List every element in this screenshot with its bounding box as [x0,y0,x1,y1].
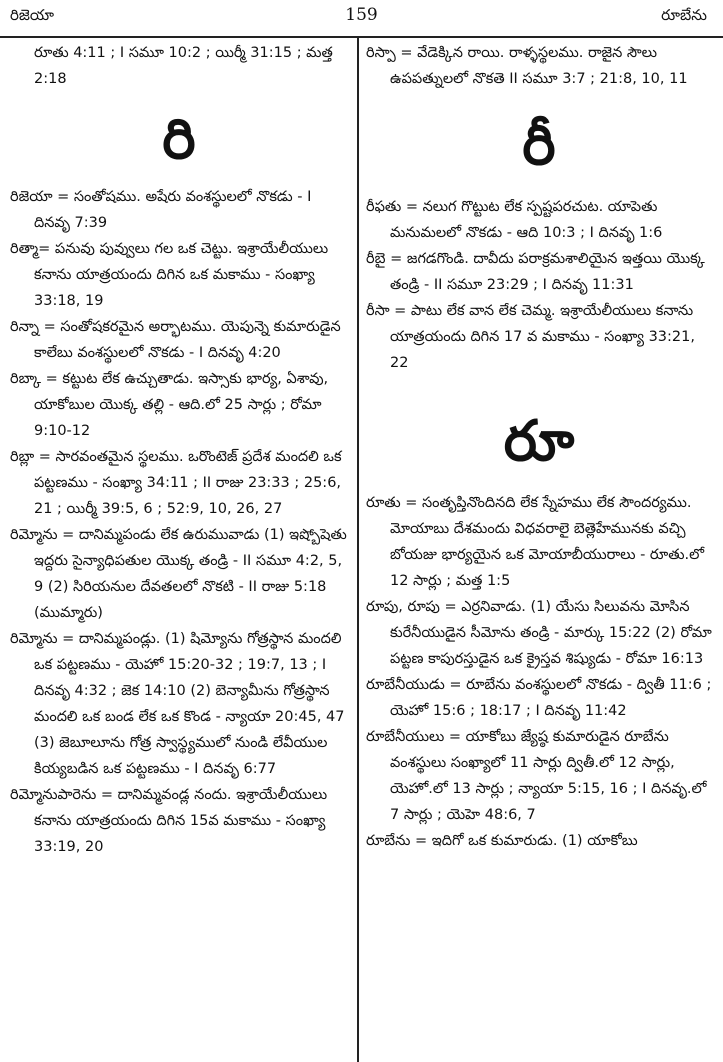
dictionary-entry: రిమ్మోను = దానిమ్మపండ్లు. (1) షిమ్యోను గోత్రస్థాన మందలి ఒక పట్టణము - యెహో 15:20-32 ; 19:7, 13 ; I దినవృ 4:32 ; జెక 14:10 (2) బెన్యామీను గోత్రస్థాన మందలి ఒక బండ లేక ఒక కొండ - న్యాయా 20:45, 47 (3) జెబూలూను గోత్ర స్వాస్థ్యములో నుండి లేవీయుల కియ్యబడిన ఒక పట్టణము - I దినవృ 6:77 [10,631,345,777]
page-header [0,0,723,38]
dictionary-entry: రూబేను = ఇదిగో ఒక కుమారుడు. (1) యాకోబు [366,833,638,849]
running-head-left: రిజెయా [10,6,54,24]
dictionary-entry: రిజెయా = సంతోషము. అషేరు వంశస్థులలో నొకడు - I దినవృ 7:39 [10,189,312,231]
dictionary-entry: రూతు = సంతృప్తినొందినది లేక స్నేహము లేక సౌందర్యము. మోయాబు దేశమందు విధవరాలై బెత్లెహేమునకు వచ్చి బోయజు భార్యయైన ఒక మోయాబీయురాలు - రూతు.లో 12 సార్లు ; మత్త 1:5 [366,495,705,589]
dictionary-entry: రీబై = జగడగొండి. దావీదు పరాక్రమశాలియైన ఇత్తయి యొక్క తండ్రి - II సమూ 23:29 ; I దినవృ 11:31 [366,251,705,293]
page-number: 159 [345,5,378,25]
section-letter: రీ [522,113,556,178]
dictionary-entry: రూపు, రూపు = ఎర్రనివాడు. (1) యేసు సిలువను మోసిన కురేనీయుడైన సీమోను తండ్రి - మార్కు 15:22 (2) రోమా పట్టణ కాపురస్తుడైన ఒక క్రైస్తవ శిష్యుడు - రోమా 16:13 [366,599,712,667]
continuation-text: రూతు 4:11 ; I సమూ 10:2 ; యిర్మీ 31:15 ; మత్త 2:18 [34,45,333,87]
section-letter: రి [162,107,196,172]
dictionary-entry: రూబేనీయుడు = రూబేను వంశస్థులలో నొకడు - ద్వితీ 11:6 ; యెహో 15:6 ; 18:17 ; I దినవృ 11:42 [366,677,712,719]
dictionary-entry: రీసా = పాటు లేక వాన లేక చెమ్మ. ఇశ్రాయేలీయులు కనాను యాత్రయందు దిగిన 17 వ మకాము - సంఖ్యా 33:21, 22 [366,303,695,371]
dictionary-entry: రిస్పా = వేడెక్కిన రాయి. రాళ్ళస్థలము. రాజైన సౌలు ఉపపత్నులలో నొకతె II సమూ 3:7 ; 21:8, 10, 11 [366,45,688,87]
dictionary-entry: రిబ్లా = సారవంతమైన స్థలము. ఒరొంటెజ్ ప్రదేశ మందలి ఒక పట్టణము - సంఖ్యా 34:11 ; II రాజు 23:33 ; 25:6, 21 ; యిర్మీ 39:5, 6 ; 52:9, 10, 26, 27 [10,449,342,517]
dictionary-entry: రిమ్మోనుపారెను = దానిమ్మవండ్ల నందు. ఇశ్రాయేలీయులు కనాను యాత్రయందు దిగిన 15వ మకాము - సంఖ్యా 33:19, 20 [10,787,328,855]
dictionary-entry: రీఫతు = నలుగ గొట్టుట లేక స్పష్టపరచుట. యాపెతు మనుమలలో నొకడు - ఆది 10:3 ; I దినవృ 1:6 [366,199,663,241]
dictionary-entry: రూబేనీయులు = యాకోబు జ్యేష్ఠ కుమారుడైన రూబేను వంశస్థులు సంఖ్యాలో 11 సార్లు ద్వితీ.లో 12 సార్లు, యెహో.లో 13 సార్లు ; న్యాయా 5:15, 16 ; I దినవృ.లో 7 సార్లు ; యెహె 48:6, 7 [366,729,707,823]
dictionary-entry: రిన్నా = సంతోషకరమైన అర్భాటము. యెపున్నె కుమారుడైన కాలేబు వంశస్థులలో నొకడు - I దినవృ 4:20 [10,319,341,361]
dictionary-entry: రిమ్మోను = దానిమ్మపండు లేక ఉరుమువాడు (1) ఇష్బోషెతు ఇద్దరు సైన్యాధిపతుల యొక్క తండ్రి - II సమూ 4:2, 5, 9 (2) సిరియనుల దేవతలలో నొకటి - II రాజు 5:18 (ముమ్మారు) [10,527,347,621]
dictionary-entry: రిబ్కా = కట్టుట లేక ఉచ్చుతాడు. ఇస్సాకు భార్య, ఏశావు, యాకోబుల యొక్క తల్లి - ఆది.లో 25 సార్లు ; రోమా 9:10-12 [10,371,329,439]
column-divider [357,38,359,1062]
section-letter: రూ [503,409,575,474]
right-column [366,40,712,854]
running-head-right: రూబేను [661,6,707,24]
dictionary-entry: రిత్మా= పనువు పువ్వులు గల ఒక చెట్టు. ఇశ్రాయేలీయులు కనాను యాత్రయందు దిగిన ఒక మకాము - సంఖ్యా 33:18, 19 [10,241,329,309]
left-column [10,40,348,860]
